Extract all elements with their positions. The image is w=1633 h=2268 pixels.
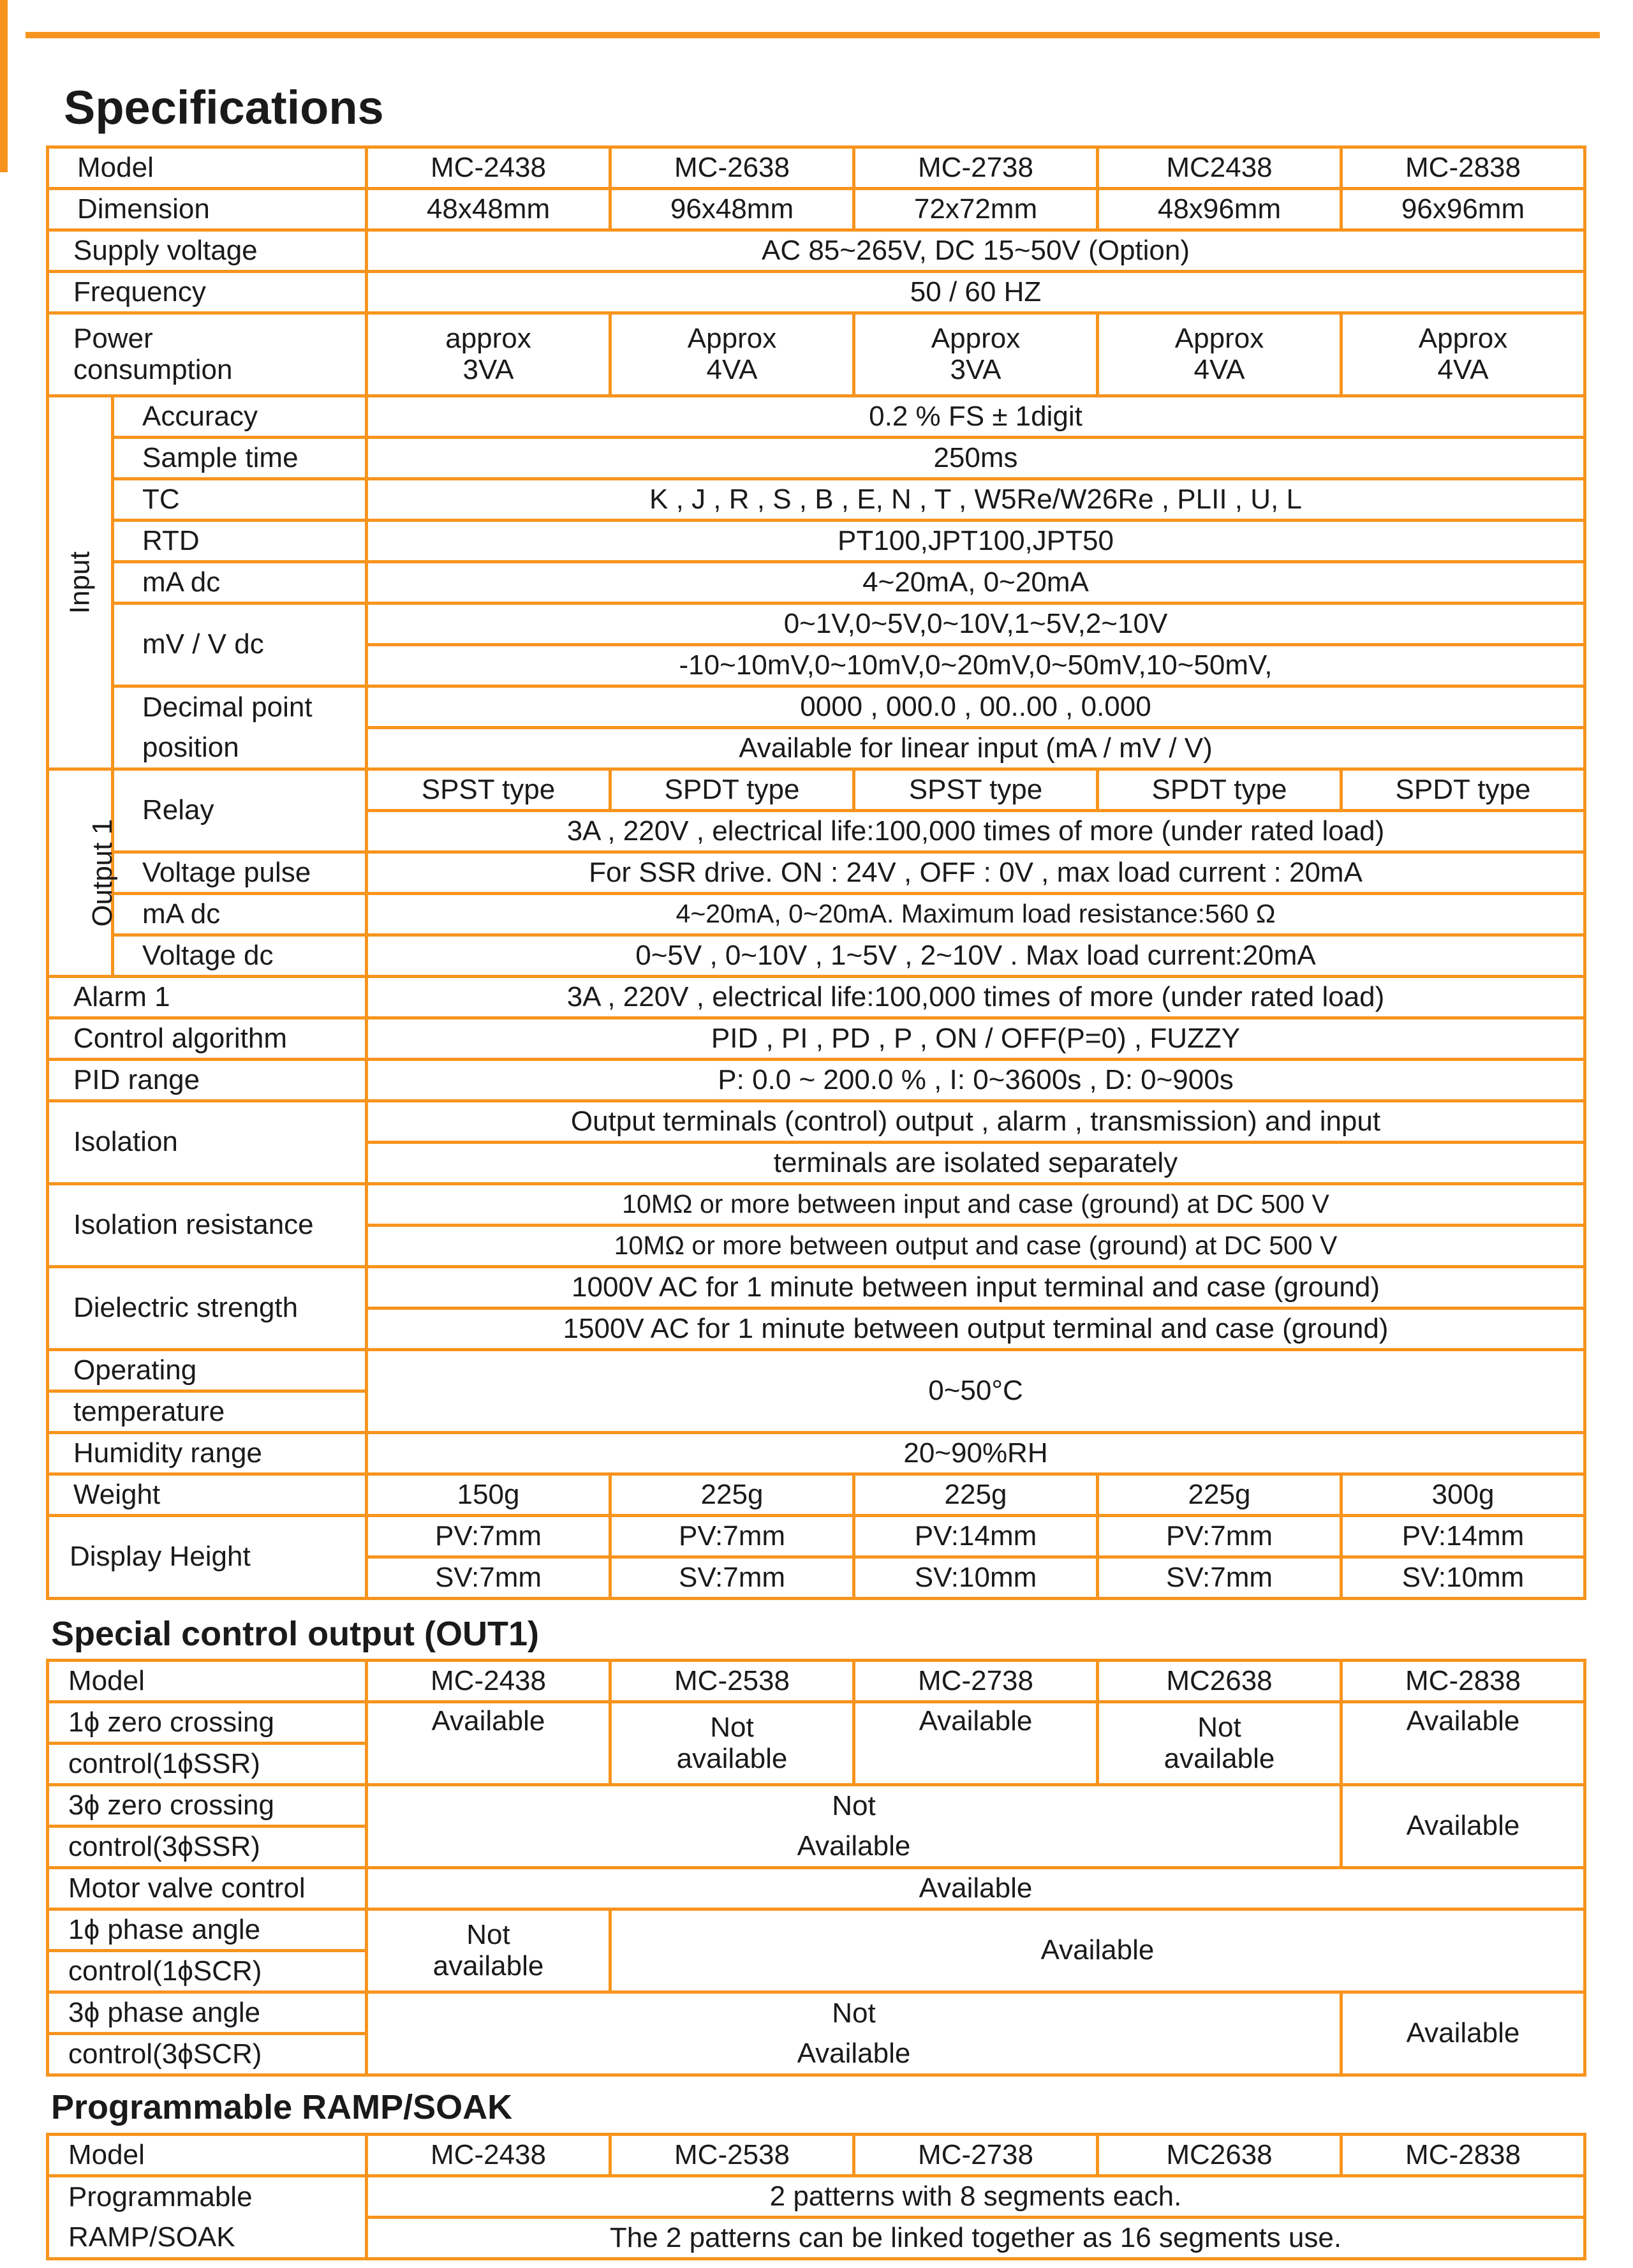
row-label: temperature [48,1391,367,1433]
row-label: Model [48,1661,367,1702]
row-label: mA dc [113,562,367,604]
row-label: PID range [48,1060,367,1101]
model-cell: MC2638 [1098,1661,1341,1702]
row-label: position [113,728,367,769]
value-cell: Available [367,1827,1341,1868]
weight-cell: 150g [367,1474,610,1516]
value-cell: Available [367,1702,610,1785]
row-label: Control algorithm [48,1018,367,1060]
relay-type-cell: SPDT type [1341,769,1585,811]
table-row [48,2135,1585,2176]
ramp-soak-table [46,2133,1586,2260]
dimension-cell: 96x96mm [1341,189,1585,230]
value-cell: PT100,JPT100,JPT50 [367,521,1585,562]
value-line: Not [466,1919,510,1951]
value-cell [1098,1702,1341,1785]
special-control-title: Special control output (OUT1) [51,1615,539,1653]
table-row [48,313,1585,396]
power-top: Approx [1418,323,1508,355]
specifications-title: Specifications [64,81,384,134]
row-label: Dielectric strength [48,1267,367,1350]
model-cell: MC-2738 [854,2135,1098,2176]
row-label: TC [113,479,367,521]
sv-cell: SV:7mm [1098,1557,1341,1599]
table-row [48,230,1585,272]
power-top: Approx [1174,323,1264,355]
value-cell: -10~10mV,0~10mV,0~20mV,0~50mV,10~50mV, [367,645,1585,686]
model-cell: MC-2838 [1341,1661,1585,1702]
row-label: Isolation resistance [48,1184,367,1267]
row-label: Humidity range [48,1433,367,1474]
relay-type-cell: SPDT type [1098,769,1341,811]
table-row [48,1909,1585,1951]
power-cell [1098,313,1341,396]
table-row [48,1267,1585,1308]
row-label: Frequency [48,272,367,313]
power-cell [367,313,610,396]
weight-cell: 225g [610,1474,854,1516]
value-cell: Available [367,1868,1585,1909]
table-row [48,1101,1585,1143]
model-cell: MC-2638 [610,147,854,189]
pv-cell: PV:14mm [854,1516,1098,1557]
value-cell: 250ms [367,438,1585,479]
row-label: control(3ϕSSR) [48,1827,367,1868]
relay-type-cell: SPST type [854,769,1098,811]
relay-type-cell: SPST type [367,769,610,811]
value-cell: 3A , 220V , electrical life:100,000 times of more (under rated load) [367,977,1585,1018]
model-cell: MC2438 [1098,147,1341,189]
row-label: 3ϕ zero crossing [48,1785,367,1827]
table-row [48,396,1585,438]
table-row [48,2218,1585,2259]
specifications-table [46,145,1586,1600]
value-line: available [676,1742,788,1774]
value-line: available [1164,1742,1275,1774]
pv-cell: PV:14mm [1341,1516,1585,1557]
row-label: Display Height [48,1516,367,1599]
power-label-line: Power [73,323,153,355]
table-row [48,852,1585,894]
pv-cell: PV:7mm [610,1516,854,1557]
value-cell: 0~1V,0~5V,0~10V,1~5V,2~10V [367,604,1585,645]
table-row [48,1350,1585,1391]
accent-side-bar [0,0,8,172]
table-row [48,1516,1585,1557]
model-cell: MC-2538 [610,1661,854,1702]
table-row [48,769,1585,811]
table-row [48,562,1585,604]
power-top: approx [445,323,531,355]
model-cell: MC-2438 [367,147,610,189]
table-row [48,1433,1585,1474]
pv-cell: PV:7mm [367,1516,610,1557]
value-cell: Available [367,2034,1341,2075]
model-cell: MC-2538 [610,2135,854,2176]
value-cell: 20~90%RH [367,1433,1585,1474]
weight-cell: 300g [1341,1474,1585,1516]
value-cell: Available [854,1702,1098,1785]
value-cell: The 2 patterns can be linked together as 16 segments use. [367,2218,1585,2259]
input-group-label [48,396,113,769]
row-label: control(1ϕSSR) [48,1744,367,1785]
row-label [48,313,367,396]
value-cell: AC 85~265V, DC 15~50V (Option) [367,230,1585,272]
value-cell: PID , PI , PD , P , ON / OFF(P=0) , FUZZY [367,1018,1585,1060]
row-label: Voltage dc [113,935,367,977]
power-bottom: 4VA [1193,353,1245,385]
row-label: mV / V dc [113,604,367,686]
table-row [48,438,1585,479]
value-line: available [432,1950,544,1982]
row-label: Isolation [48,1101,367,1184]
table-row [48,604,1585,645]
row-label: 1ϕ phase angle [48,1909,367,1951]
table-row [48,728,1585,769]
output-group-text: Output 1 [87,819,119,927]
ramp-soak-title: Programmable RAMP/SOAK [51,2088,513,2126]
row-label: Supply voltage [48,230,367,272]
value-cell: 50 / 60 HZ [367,272,1585,313]
weight-cell: 225g [1098,1474,1341,1516]
value-cell: P: 0.0 ~ 200.0 % , I: 0~3600s , D: 0~900s [367,1060,1585,1101]
power-bottom: 4VA [706,353,758,385]
table-row [48,521,1585,562]
value-cell [610,1702,854,1785]
row-label: Dimension [48,189,367,230]
table-row [48,686,1585,728]
row-label: Motor valve control [48,1868,367,1909]
row-label: 3ϕ phase angle [48,1992,367,2034]
dimension-cell: 48x48mm [367,189,610,230]
table-row [48,935,1585,977]
row-label: 1ϕ zero crossing [48,1702,367,1744]
value-cell: Not [367,1992,1341,2034]
value-cell: 1500V AC for 1 minute between output terminal and case (ground) [367,1308,1585,1350]
table-row [48,1060,1585,1101]
value-cell: 0.2 % FS ± 1digit [367,396,1585,438]
value-cell: Available [1341,1785,1585,1868]
table-row [48,1184,1585,1226]
special-control-table [46,1659,1586,2077]
value-cell: 0~50°C [367,1350,1585,1433]
value-cell: Available [1341,1702,1585,1785]
row-label: control(1ϕSCR) [48,1951,367,1992]
value-cell: 2 patterns with 8 segments each. [367,2176,1585,2218]
value-cell: 10MΩ or more between output and case (ground) at DC 500 V [367,1226,1585,1267]
table-row [48,479,1585,521]
row-label: control(3ϕSCR) [48,2034,367,2075]
dimension-cell: 48x96mm [1098,189,1341,230]
power-cell [854,313,1098,396]
value-cell: K , J , R , S , B , E, N , T , W5Re/W26Re , PLII , U, L [367,479,1585,521]
row-label: Sample time [113,438,367,479]
table-row [48,1018,1585,1060]
model-cell: MC-2438 [367,2135,610,2176]
relay-type-cell: SPDT type [610,769,854,811]
value-cell: 4~20mA, 0~20mA. Maximum load resistance:560 Ω [367,894,1585,935]
value-cell: 0000 , 000.0 , 00..00 , 0.000 [367,686,1585,728]
power-top: Approx [931,323,1021,355]
power-cell [1341,313,1585,396]
row-label: Alarm 1 [48,977,367,1018]
value-line: Not [710,1712,754,1744]
power-bottom: 3VA [950,353,1001,385]
row-label: Accuracy [113,396,367,438]
value-cell: 4~20mA, 0~20mA [367,562,1585,604]
value-cell: 0~5V , 0~10V , 1~5V , 2~10V . Max load current:20mA [367,935,1585,977]
model-cell: MC-2838 [1341,147,1585,189]
model-cell: MC-2838 [1341,2135,1585,2176]
model-cell: MC-2738 [854,147,1098,189]
value-line: Not [1197,1712,1241,1744]
table-row [48,977,1585,1018]
value-cell: terminals are isolated separately [367,1143,1585,1184]
dimension-cell: 72x72mm [854,189,1098,230]
row-label: Weight [48,1474,367,1516]
model-cell: MC2638 [1098,2135,1341,2176]
row-label: Voltage pulse [113,852,367,894]
value-cell: 1000V AC for 1 minute between input terminal and case (ground) [367,1267,1585,1308]
row-label: Model [48,147,367,189]
sv-cell: SV:10mm [854,1557,1098,1599]
row-label: Programmable [48,2176,367,2218]
value-cell: Available for linear input (mA / mV / V) [367,728,1585,769]
weight-cell: 225g [854,1474,1098,1516]
accent-top-rule [26,32,1600,38]
power-cell [610,313,854,396]
row-label: RTD [113,521,367,562]
table-row [48,894,1585,935]
sv-cell: SV:10mm [1341,1557,1585,1599]
table-row [48,1474,1585,1516]
table-row [48,1702,1585,1744]
power-bottom: 4VA [1437,353,1489,385]
value-cell: 3A , 220V , electrical life:100,000 times of more (under rated load) [367,811,1585,852]
sv-cell: SV:7mm [610,1557,854,1599]
table-row [48,189,1585,230]
power-bottom: 3VA [462,353,514,385]
pv-cell: PV:7mm [1098,1516,1341,1557]
dimension-cell: 96x48mm [610,189,854,230]
table-row [48,2176,1585,2218]
value-cell: Available [1341,1992,1585,2075]
value-cell: Not [367,1785,1341,1827]
row-label: Relay [113,769,367,852]
output-group-label [48,769,119,977]
value-cell: 10MΩ or more between input and case (ground) at DC 500 V [367,1184,1585,1226]
model-cell: MC-2738 [854,1661,1098,1702]
power-top: Approx [687,323,777,355]
value-cell: Available [610,1909,1585,1992]
table-row [48,1785,1585,1827]
table-row [48,147,1585,189]
sv-cell: SV:7mm [367,1557,610,1599]
table-row [48,1661,1585,1702]
value-cell: Output terminals (control) output , alarm , transmission) and input [367,1101,1585,1143]
row-label: Decimal point [113,686,367,728]
row-label: RAMP/SOAK [48,2218,367,2259]
row-label: Model [48,2135,367,2176]
input-group-text: Input [64,551,96,614]
table-row [48,1992,1585,2034]
value-cell [367,1909,610,1992]
value-cell: For SSR drive. ON : 24V , OFF : 0V , max load current : 20mA [367,852,1585,894]
table-row [48,272,1585,313]
row-label: Operating [48,1350,367,1391]
table-row [48,1868,1585,1909]
model-cell: MC-2438 [367,1661,610,1702]
power-label-line: consumption [73,353,233,385]
row-label: mA dc [113,894,367,935]
